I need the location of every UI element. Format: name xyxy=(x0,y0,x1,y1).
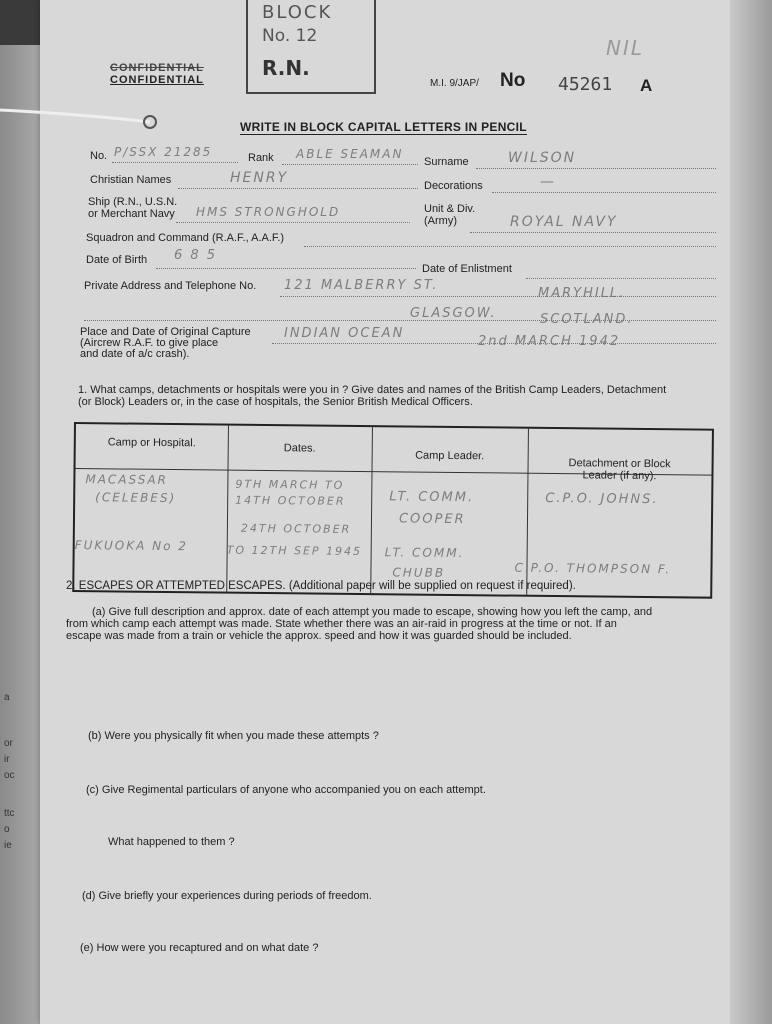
left-margin-fragments xyxy=(4,690,15,854)
table-header: Detachment or Block xyxy=(568,457,671,471)
capture-place: INDIAN OCEAN xyxy=(284,326,405,341)
table-row-2-detachment: C.P.O. THOMPSON F. xyxy=(514,560,672,577)
question-2b: (b) Were you physically fit when you made these attempts ? xyxy=(88,730,379,742)
dotted-line xyxy=(304,246,716,247)
question-2e: (e) How were you recaptured and on what date ? xyxy=(80,942,319,954)
address-value: SCOTLAND. xyxy=(540,312,634,327)
serial-number: 45261 xyxy=(558,74,613,95)
confidential-label xyxy=(110,62,204,86)
margin-fragment: ie xyxy=(4,840,12,851)
enlistment-label: Date of Enlistment xyxy=(422,263,512,275)
address-value: GLASGOW. xyxy=(410,306,497,321)
ship-label: Ship (R.N., U.S.N. xyxy=(88,196,178,208)
ship-label: or Merchant Navy xyxy=(88,208,175,220)
rank-value: ABLE SEAMAN xyxy=(296,147,404,161)
table-row-1-leader: LT. COMM. xyxy=(389,489,475,506)
stamp-line: BLOCK xyxy=(262,2,333,23)
table-row-2-leader: LT. COMM. xyxy=(384,545,465,561)
margin-fragment: oc xyxy=(4,770,15,781)
address-label: Private Address and Telephone No. xyxy=(84,280,257,292)
question-2a: from which camp each attempt was made. State whether there was an air-raid in progress at the time or not. If an xyxy=(66,618,617,630)
table-row-2-camp: FUKUOKA No 2 xyxy=(74,538,189,554)
ship-value: HMS STRONGHOLD xyxy=(196,205,341,219)
surname-value: WILSON xyxy=(508,150,577,166)
rn-stamp xyxy=(246,0,376,94)
margin-fragment: ttc xyxy=(4,808,15,819)
capture-date: 2nd MARCH 1942 xyxy=(478,334,621,349)
table-header: Leader (if any). xyxy=(582,469,657,483)
question-2a: (a) Give full description and approx. date of each attempt you made to escape, showing how you left the camp, and xyxy=(92,606,653,618)
christian-names-label: Christian Names xyxy=(90,174,172,186)
table-row-2-leader: CHUBB xyxy=(392,565,446,580)
dotted-line xyxy=(178,188,418,189)
address-value: MARYHILL. xyxy=(538,286,626,301)
dotted-line xyxy=(112,162,238,163)
address-value: 121 MALBERRY ST. xyxy=(284,278,439,293)
decorations-label: Decorations xyxy=(424,180,483,192)
pencil-nil: NIL xyxy=(606,36,645,60)
dotted-line xyxy=(280,296,716,297)
capture-label: and date of a/c crash). xyxy=(80,348,190,360)
margin-fragment: or xyxy=(4,738,13,749)
dotted-line xyxy=(84,320,716,321)
unit-label: (Army) xyxy=(424,215,457,227)
dotted-line xyxy=(492,192,716,193)
stamp-line: No. 12 xyxy=(262,26,318,46)
rank-label: Rank xyxy=(248,152,274,164)
table-row-1-detachment: C.P.O. JOHNS. xyxy=(545,490,659,508)
margin-fragment: a xyxy=(4,692,10,703)
form-title: WRITE IN BLOCK CAPITAL LETTERS IN PENCIL xyxy=(240,120,527,134)
dotted-line xyxy=(272,343,716,344)
surname-label: Surname xyxy=(424,156,469,168)
dotted-line xyxy=(176,222,410,223)
number-label: No xyxy=(500,70,526,91)
squadron-label: Squadron and Command (R.A.F., A.A.F.) xyxy=(86,232,285,244)
capture-label: Place and Date of Original Capture xyxy=(80,326,251,338)
serial-suffix: A xyxy=(640,76,653,95)
string-tie xyxy=(0,100,170,140)
no-label: No. xyxy=(90,150,108,162)
table-header: Camp or Hospital. xyxy=(107,436,196,450)
dotted-line xyxy=(282,164,418,165)
table-header: Camp Leader. xyxy=(415,449,485,463)
unit-label: Unit & Div. xyxy=(424,203,476,215)
escapes-heading: 2. ESCAPES OR ATTEMPTED ESCAPES. (Additional paper will be supplied on request if required). xyxy=(66,580,576,592)
dotted-line xyxy=(526,278,716,279)
table-row-1-leader: COOPER xyxy=(398,511,466,528)
dotted-line xyxy=(470,232,716,233)
question-1: (or Block) Leaders or, in the case of hospitals, the Senior British Medical Officers. xyxy=(78,396,473,408)
no-value: P/SSX 21285 xyxy=(114,145,213,159)
dob-value: 6 8 5 xyxy=(174,248,218,263)
form-reference: M.I. 9/JAP/ xyxy=(430,78,479,89)
question-2c-followup: What happened to them ? xyxy=(108,836,235,848)
dob-label: Date of Birth xyxy=(86,254,148,266)
question-2a: escape was made from a train or vehicle the approx. speed and how it was guarded should be included. xyxy=(66,630,572,642)
question-2c: (c) Give Regimental particulars of anyone who accompanied you on each attempt. xyxy=(86,784,486,796)
capture-label: (Aircrew R.A.F. to give place xyxy=(80,337,219,349)
margin-fragment: ir xyxy=(4,754,10,765)
stamp-line: R.N. xyxy=(262,56,310,80)
confidential-text: CONFIDENTIAL xyxy=(110,74,204,86)
table-header: Dates. xyxy=(283,442,316,455)
confidential-text: CONFIDENTIAL xyxy=(110,62,204,74)
page-edge xyxy=(730,0,772,1024)
margin-fragment: o xyxy=(4,824,10,835)
dotted-line xyxy=(156,268,416,269)
camps-table xyxy=(72,422,714,599)
question-2d: (d) Give briefly your experiences during periods of freedom. xyxy=(82,890,372,902)
question-1: 1. What camps, detachments or hospitals were you in ? Give dates and names of the British Camp Leaders, Detachment xyxy=(78,384,667,396)
table-row-1-camp: MACASSAR xyxy=(85,472,168,487)
christian-names-value: HENRY xyxy=(230,170,289,186)
table-row-2-dates: 24TH OCTOBER xyxy=(240,521,352,536)
decorations-value: — xyxy=(540,174,556,190)
table-row-1-camp: (CELEBES) xyxy=(95,490,177,506)
table-row-1-dates: 9TH MARCH TO xyxy=(235,477,345,492)
table-row-2-dates: TO 12TH SEP 1945 xyxy=(226,543,363,559)
unit-value: ROYAL NAVY xyxy=(510,214,618,230)
table-row-1-dates: 14TH OCTOBER xyxy=(235,493,346,508)
dotted-line xyxy=(476,168,716,169)
